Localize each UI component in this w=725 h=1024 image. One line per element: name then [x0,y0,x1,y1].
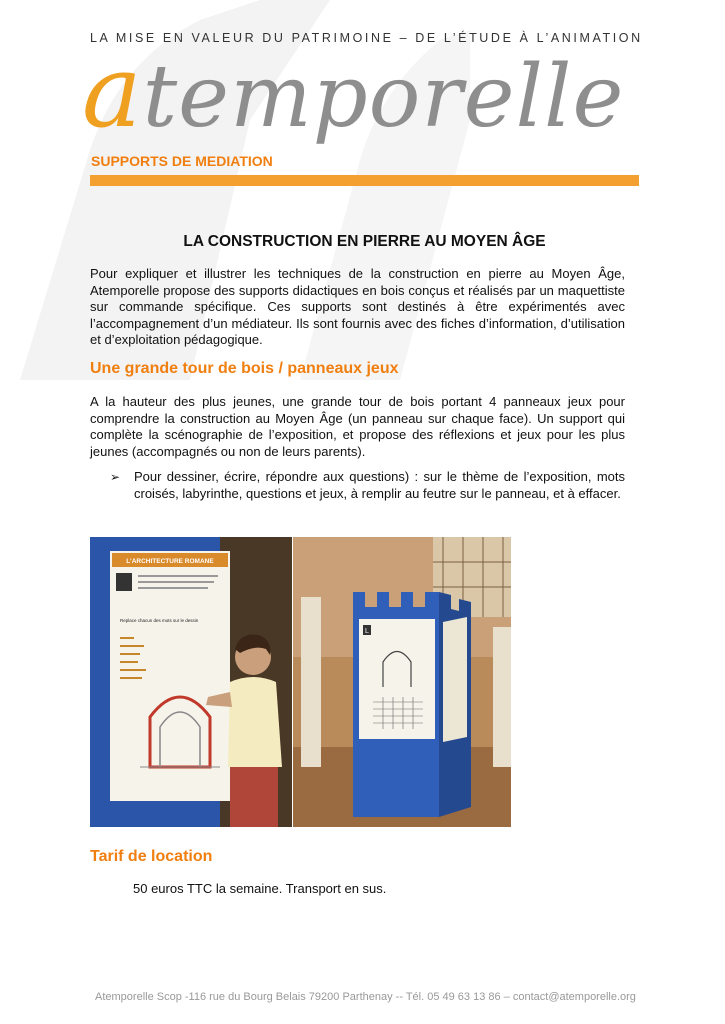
section-heading-tour: Une grande tour de bois / panneaux jeux [90,360,399,377]
tower-panel-letter: L [365,628,369,635]
page-title: LA CONSTRUCTION EN PIERRE AU MOYEN ÂGE [183,233,546,250]
photo-child-at-panel [90,537,292,827]
section-heading-tarif: Tarif de location [90,848,213,865]
bullet-text: Pour dessiner, écrire, répondre aux questions) : sur le thème de l’exposition, mots croisés, labyrinthe, questions et jeux, à remplir au feutre sur le panneau, et à effacer. [134,469,625,501]
logo-first-letter: a [82,33,143,150]
rental-price: 50 euros TTC la semaine. Transport en sus. [133,881,387,896]
photo-wooden-tower [293,537,511,827]
panel-subtitle-text: Replace chacun des mots sur le dessin [120,618,199,623]
intro-paragraph: Pour expliquer et illustrer les techniques de la construction en pierre au Moyen Âge, Atemporelle propose des supports didactiques en bois conçus et réalisés par un maquettiste sur commande spécifique. Ces supports sont destinés à être expérimentés avec l’accompagnement d’un médiateur. Ils sont fournis avec des fiches d’information, d’utilisation et d’exploitation pédagogique. [90,266,625,347]
tour-paragraph: A la hauteur des plus jeunes, une grande tour de bois portant 4 panneaux jeux pour comprendre la construction au Moyen Âge (un panneau sur chaque face). Un support qui complète la scénographie de l’exposition, et propose des réflexions et jeux pour les plus jeunes (accompagnés ou non de leurs parents). [90,394,625,459]
section-label: SUPPORTS DE MEDIATION [91,153,273,169]
header-tagline: LA MISE EN VALEUR DU PATRIMOINE – DE L’ÉTUDE À L’ANIMATION [90,31,643,45]
footer-contact: Atemporelle Scop -116 rue du Bourg Belais 79200 Parthenay -- Tél. 05 49 63 13 86 – contact@atemporelle.org [95,991,636,1003]
arrowhead-bullet-icon: ➢ [110,470,121,484]
orange-divider [90,175,639,186]
logo-rest: temporelle [142,47,625,147]
panel-heading-text: L’ARCHITECTURE ROMANE [126,558,214,565]
